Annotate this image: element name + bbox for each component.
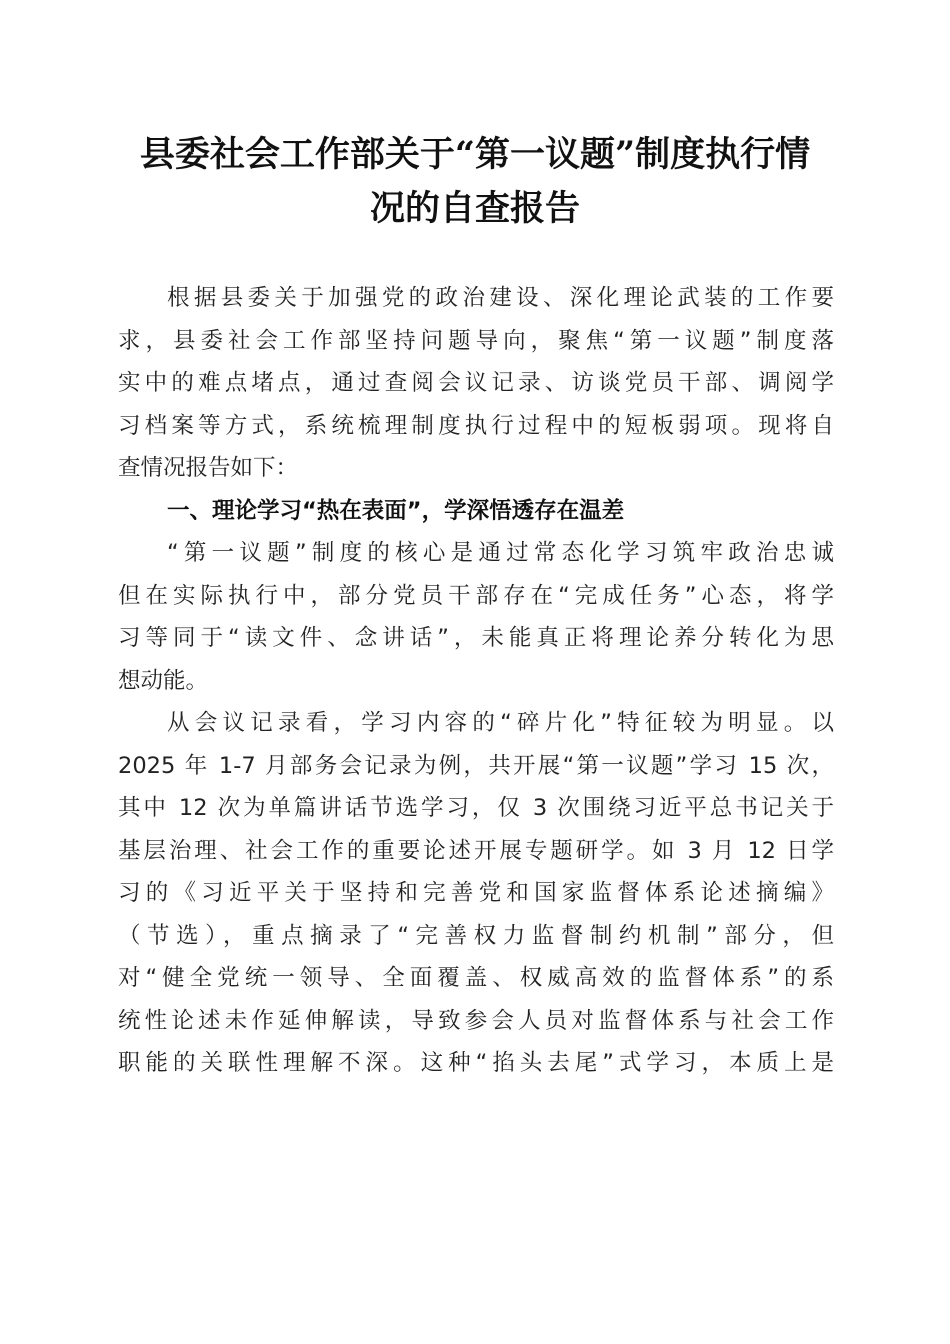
text-line: 习等同于“读文件、念讲话”，未能真正将理论养分转化为思 [118, 625, 834, 651]
text-line: 职能的关联性理解不深。这种“掐头去尾”式学习，本质上是 [118, 1050, 834, 1076]
paragraph-core [118, 532, 834, 702]
text-line: 从会议记录看，学习内容的“碎片化”特征较为明显。以 [167, 710, 834, 736]
text-line: “第一议题”制度的核心是通过常态化学习筑牢政治忠诚 [167, 540, 834, 566]
text-line: 统性论述未作延伸解读，导致参会人员对监督体系与社会工作 [118, 1007, 834, 1034]
text-line: 但在实际执行中，部分党员干部存在“完成任务”心态，将学 [118, 582, 834, 609]
text-line: 其中 12 次为单篇讲话节选学习，仅 3 次围绕习近平总书记关于 [118, 795, 834, 821]
section-heading: 一、理论学习“热在表面”，学深悟透存在温差 [167, 497, 625, 524]
text-line: 根据县委关于加强党的政治建设、深化理论武装的工作要 [167, 285, 834, 311]
text-line: 求，县委社会工作部坚持问题导向，聚焦“第一议题”制度落 [118, 327, 834, 354]
text-line: 习档案等方式，系统梳理制度执行过程中的短板弱项。现将自 [118, 412, 834, 439]
document-title [100, 128, 850, 236]
text-line: 习的《习近平关于坚持和完善党和国家监督体系论述摘编》 [118, 880, 834, 906]
text-line: 查情况报告如下： [118, 455, 299, 481]
text-line: 实中的难点堵点，通过查阅会议记录、访谈党员干部、调阅学 [118, 370, 834, 396]
text-line: 基层治理、社会工作的重要论述开展专题研学。如 3 月 12 日学 [118, 837, 834, 864]
text-line: 对“健全党统一领导、全面覆盖、权威高效的监督体系”的系 [118, 965, 834, 991]
document-body [118, 277, 834, 1085]
paragraph-intro [118, 277, 834, 490]
title-line: 况的自查报告 [369, 188, 580, 229]
text-line: （节选），重点摘录了“完善权力监督制约机制”部分，但 [118, 922, 834, 949]
paragraph-records [118, 702, 834, 1085]
text-line: 想动能。 [118, 667, 209, 694]
text-line: 2025 年 1-7 月部务会记录为例，共开展“第一议题”学习 15 次， [118, 752, 834, 779]
title-line: 县委社会工作部关于“第一议题”制度执行情 [139, 134, 811, 175]
